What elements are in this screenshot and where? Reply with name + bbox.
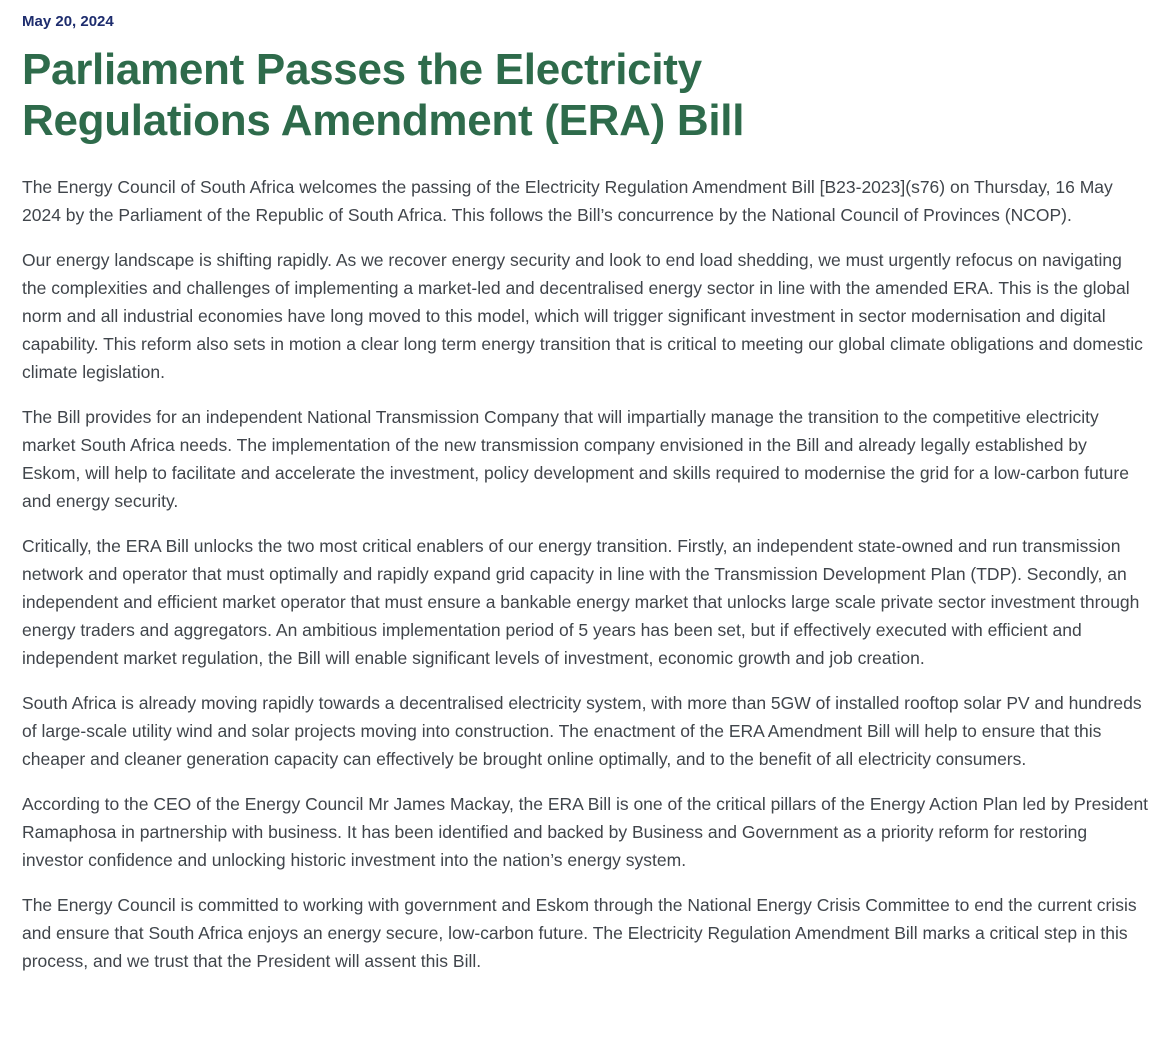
article-paragraph: The Bill provides for an independent National Transmission Company that will impartially manage the transition to the competitive electricity market South Africa needs. The implementation of the new transmission company envisioned in the Bill and already legally established by Eskom, will help to facilitate and accelerate the investment, policy development and skills required to modernise the grid for a low-carbon future and energy security. [22, 407, 1129, 512]
page-title: Parliament Passes the Electricity Regulations Amendment (ERA) Bill [22, 45, 745, 146]
article-date: May 20, 2024 [22, 13, 114, 30]
article-body [22, 173, 1150, 975]
article [22, 13, 1150, 975]
article-paragraph: The Energy Council of South Africa welcomes the passing of the Electricity Regulation Amendment Bill [B23-2023](s76) on Thursday, 16 May 2024 by the Parliament of the Republic of South Africa. This follows the Bill’s concurrence by the National Council of Provinces (NCOP). [22, 177, 1113, 226]
article-paragraph: South Africa is already moving rapidly towards a decentralised electricity system, with more than 5GW of installed rooftop solar PV and hundreds of large-scale utility wind and solar projects moving into construction. The enactment of the ERA Amendment Bill will help to ensure that this cheaper and cleaner generation capacity can effectively be brought online optimally, and to the benefit of all electricity consumers. [22, 693, 1142, 770]
article-paragraph: The Energy Council is committed to working with government and Eskom through the National Energy Crisis Committee to end the current crisis and ensure that South Africa enjoys an energy secure, low-carbon future. The Electricity Regulation Amendment Bill marks a critical step in this process, and we trust that the President will assent this Bill. [22, 895, 1137, 972]
article-paragraph: Our energy landscape is shifting rapidly. As we recover energy security and look to end load shedding, we must urgently refocus on navigating the complexities and challenges of implementing a market-led and decentralised energy sector in line with the amended ERA. This is the global norm and all industrial economies have long moved to this model, which will trigger significant investment in sector modernisation and digital capability. This reform also sets in motion a clear long term energy transition that is critical to meeting our global climate obligations and domestic climate legislation. [22, 250, 1143, 383]
article-paragraph: According to the CEO of the Energy Council Mr James Mackay, the ERA Bill is one of the critical pillars of the Energy Action Plan led by President Ramaphosa in partnership with business. It has been identified and backed by Business and Government as a priority reform for restoring investor confidence and unlocking historic investment into the nation’s energy system. [22, 794, 1149, 871]
article-paragraph: Critically, the ERA Bill unlocks the two most critical enablers of our energy transition. Firstly, an independent state-owned and run transmission network and operator that must optimally and rapidly expand grid capacity in line with the Transmission Development Plan (TDP). Secondly, an independent and efficient market operator that must ensure a bankable energy market that unlocks large scale private sector investment through energy traders and aggregators. An ambitious implementation period of 5 years has been set, but if effectively executed with efficient and independent market regulation, the Bill will enable significant levels of investment, economic growth and job creation. [22, 536, 1140, 669]
